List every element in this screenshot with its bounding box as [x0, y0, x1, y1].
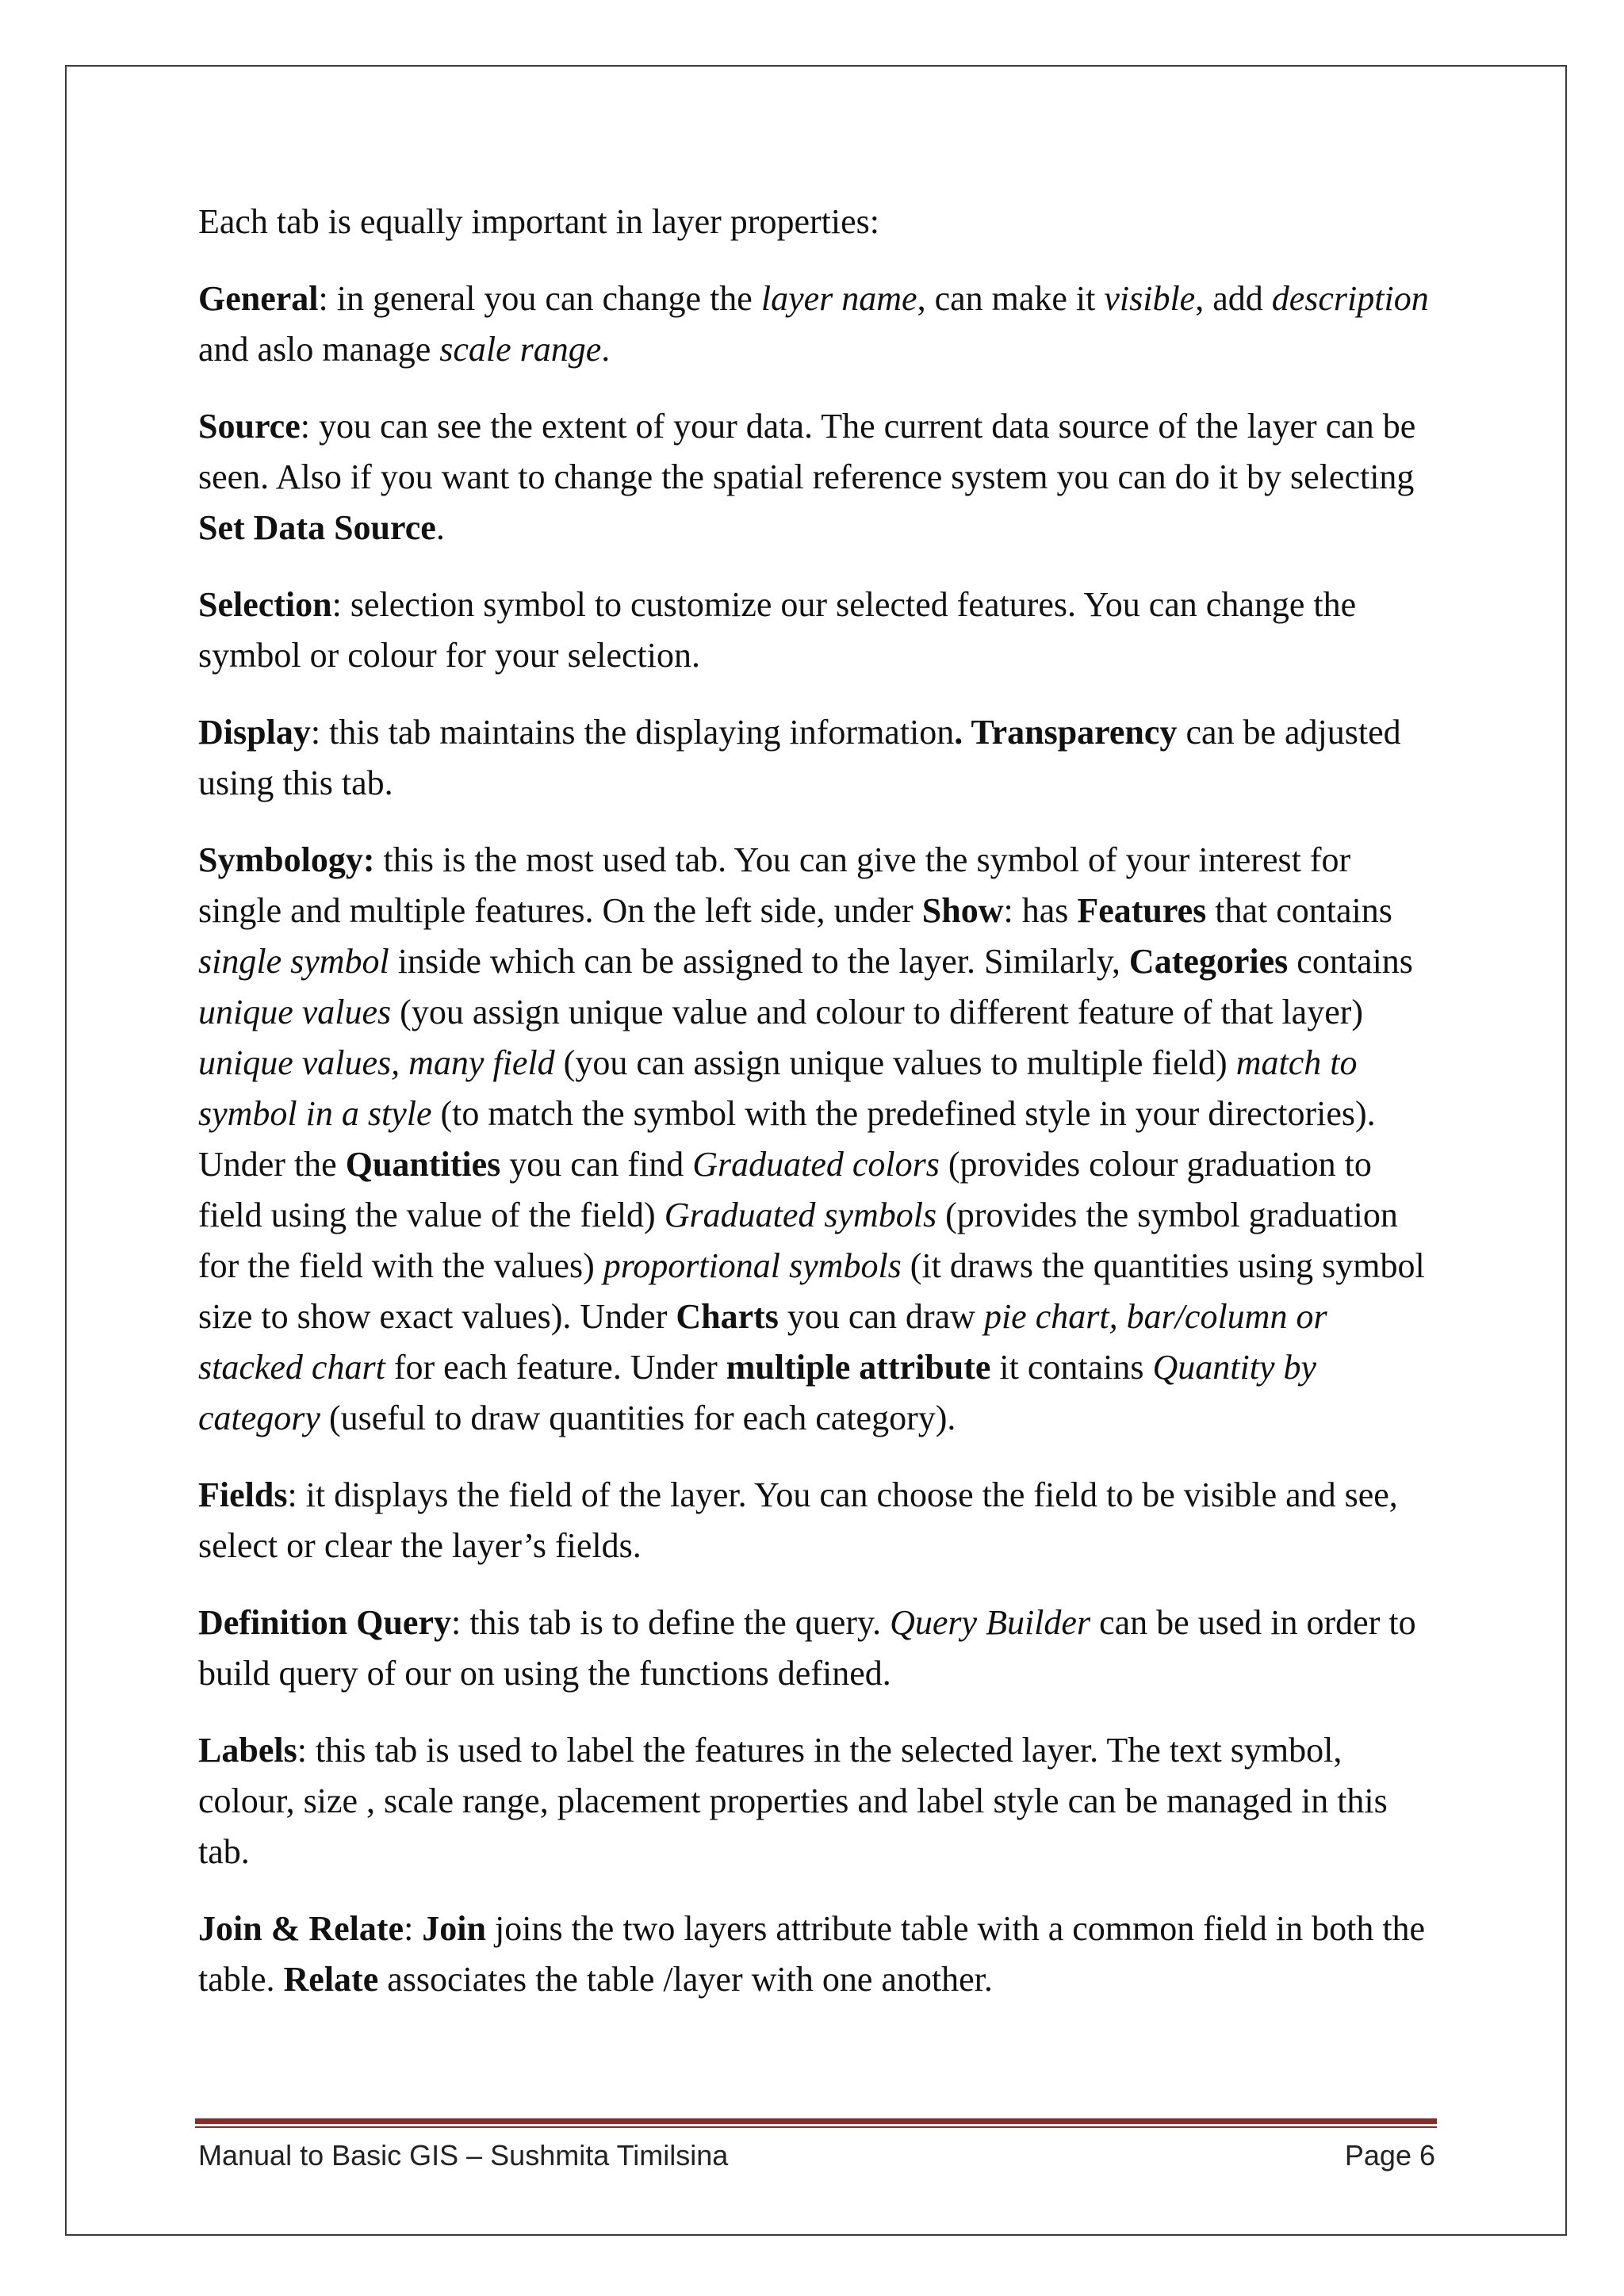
fields-term: Fields: [198, 1475, 288, 1514]
display-paragraph: Display: this tab maintains the displaying information. Transparency can be adjusted using this tab.: [198, 713, 1401, 802]
footer-divider-thin: [195, 2126, 1437, 2128]
footer-title: Manual to Basic GIS – Sushmita Timilsina: [198, 2139, 729, 2172]
join-relate-term: Join & Relate: [198, 1909, 404, 1948]
display-term: Display: [198, 713, 311, 752]
symbology-paragraph: Symbology: this is the most used tab. You can give the symbol of your interest for single and multiple features. On the left side, under Show: has Features that contains single symbol inside which can be assigned to the layer. Similarly, Categories contains unique values (you assign unique value and colour to different feature of that layer) unique values, many field (you can assign unique values to multiple field) match to symbol in a style (to match the symbol with the predefined style in your directories). Under the Quantities you can find Graduated colors (provides colour graduation to field using the value of the field) Graduated symbols (provides the symbol graduation for the field with the values) proportional symbols (it draws the quantities using symbol size to show exact values). Under Charts you can draw pie chart, bar/column or stacked chart for each feature. Under multiple attribute it contains Quantity by category (useful to draw quantities for each category).: [198, 840, 1425, 1437]
definition-query-paragraph: Definition Query: this tab is to define the query. Query Builder can be used in order to build query of our on using the functions defined.: [198, 1603, 1416, 1693]
source-term: Source: [198, 407, 301, 446]
fields-paragraph: Fields: it displays the field of the layer. You can choose the field to be visible and see, select or clear the layer’s fields.: [198, 1475, 1398, 1565]
intro-paragraph: Each tab is equally important in layer properties:: [198, 202, 879, 241]
labels-term: Labels: [198, 1731, 297, 1770]
footer-divider-thick: [195, 2118, 1437, 2124]
page-number: Page 6: [1344, 2139, 1435, 2172]
document-body: [198, 197, 1435, 2031]
definition-query-term: Definition Query: [198, 1603, 451, 1642]
general-paragraph: General: in general you can change the layer name, can make it visible, add description and aslo manage scale range.: [198, 279, 1429, 369]
source-paragraph: Source: you can see the extent of your data. The current data source of the layer can be seen. Also if you want to change the spatial reference system you can do it by selecting Set Data Source.: [198, 407, 1416, 547]
selection-paragraph: Selection: selection symbol to customize our selected features. You can change the symbol or colour for your selection.: [198, 585, 1357, 675]
selection-term: Selection: [198, 585, 332, 624]
page-footer: [198, 2136, 1435, 2175]
general-term: General: [198, 279, 319, 318]
labels-paragraph: Labels: this tab is used to label the features in the selected layer. The text symbol, colour, size , scale range, placement properties and label style can be managed in this tab.: [198, 1731, 1388, 1871]
symbology-term: Symbology:: [198, 840, 375, 879]
join-relate-paragraph: Join & Relate: Join joins the two layers attribute table with a common field in both the table. Relate associates the table /layer with one another.: [198, 1909, 1426, 1999]
